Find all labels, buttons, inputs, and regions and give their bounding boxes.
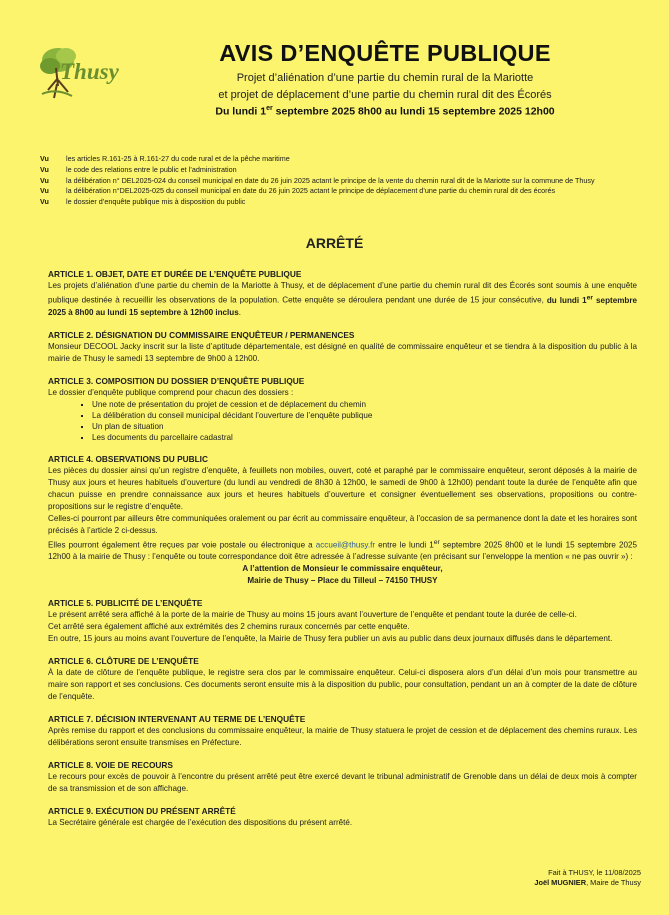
page-title: AVIS D’ENQUÊTE PUBLIQUE: [219, 40, 551, 66]
article-9: [48, 805, 637, 829]
list-item: ▪ Les documents du parcellaire cadastral: [92, 432, 637, 443]
article-text: Monsieur DECOOL Jacky inscrit sur la liste d’aptitude départementale, est désigné en qualité de commissaire enquêteur et se tiendra à la disposition du public à la mairie de Thusy le samedi 13 septembre de 9h00 à 12h00.: [48, 341, 637, 363]
vu-list: [40, 154, 650, 208]
article-text: Après remise du rapport et des conclusions du commissaire enquêteur, la mairie de Thusy statuera le projet de cession et de déplacement des chemins ruraux. Les délibérations seront ensuite transmises en Préfecture.: [48, 726, 637, 748]
article-text: Celles-ci pourront par ailleurs être communiquées oralement ou par écrit au commissaire enquêteur, à l’occasion de sa permanence dont la date et les horaires sont précisés à l’article 2 ci-dessus.: [48, 513, 637, 535]
article-text: Les pièces du dossier ainsi qu’un registre d’enquête, à feuillets non mobiles, ouvert, coté et paraphé par le commissaire enquêteur, seront déposés à la mairie de Thusy aux jours et heures habituels d’ouverture (du lundi au vendredi de 8h30 à 12h00, le samedi de 9h00 à 12h00) pendant toute la durée de l’enquête afin que chacun puisse en prendre connaissance aux jours et heures habituels d’ouverture et consigner éventuellement ses observations, propositions ou contre-propositions sur le registre d’enquête.: [48, 465, 637, 511]
signature-name-line: Joël MUGNIER, Maire de Thusy: [534, 878, 641, 887]
article-text: En outre, 15 jours au moins avant l’ouverture de l’enquête, la Mairie de Thusy fera publier un avis au public dans deux journaux diffusés dans le département.: [48, 634, 613, 644]
article-text: Elles pourront également être reçues par voie postale ou électronique a accueil@thusy.fr entre le lundi 1er septembre 2025 8h00 et le lundi 15 septembre 2025 12h00 à la mairie de Thusy : l’enquête ou toute correspondance doit être adressée à l’adresse suivante (en précisant sur l’enveloppe la mention « ne pas ouvrir ») :: [48, 538, 637, 562]
article-title: ARTICLE 7. DÉCISION INTERVENANT AU TERME DE L’ENQUÊTE: [48, 714, 306, 725]
article-text: À la date de clôture de l’enquête publique, le registre sera clos par le commissaire enquêteur. Celui-ci disposera alors d’un délai d’un mois pour transmettre au maire son rapport et ses conclusions. Ces documents seront ensuite mis à la disposition du public, pour consultation, pendant un an à compter de la date de clôture de l’enquête.: [48, 668, 637, 702]
article-text: Les projets d’aliénation d’une partie du chemin de la Mariotte à Thusy, et de déplacement d’une partie du chemin rural dit des Écorés sont soumis à une enquête publique destinée à recueillir les observations de la population. Cette enquête se déroulera pendant une durée de 15 jour consécutive, du lundi 1er septembre 2025 à 8h00 au lundi 15 septembre à 12h00 inclus.: [48, 281, 637, 317]
vu-item: Vu les articles R.161-25 à R.161-27 du code rural et de la pêche maritime: [40, 154, 290, 163]
dossier-list: [48, 399, 637, 443]
list-item: ▪ Un plan de situation: [92, 421, 637, 432]
vu-item: Vu la délibération n° DEL2025-024 du conseil municipal en date du 26 juin 2025 actant le principe de la vente du chemin rural dit de la Mariotte sur la commune de Thusy: [40, 175, 595, 185]
article-title: ARTICLE 8. VOIE DE RECOURS: [48, 760, 173, 771]
article-6: [48, 655, 637, 703]
article-title: ARTICLE 9. EXÉCUTION DU PRÉSENT ARRÊTÉ: [48, 806, 236, 817]
address-line-1: A l’attention de Monsieur le commissaire enquêteur,: [242, 564, 443, 574]
header: [150, 38, 620, 119]
article-2: [48, 329, 637, 365]
signature-date: Fait à THUSY, le 11/08/2025: [548, 868, 641, 877]
article-7: [48, 713, 637, 749]
article-1: [48, 268, 637, 319]
address-line-2: Mairie de Thusy – Place du Tilleul – 74150 THUSY: [247, 576, 438, 586]
signature-block: [534, 868, 641, 888]
list-item: ▪ La délibération du conseil municipal décidant l’ouverture de l’enquête publique: [92, 410, 637, 421]
list-item: ▪ Une note de présentation du projet de cession et de déplacement du chemin: [92, 399, 637, 410]
vu-item: Vu le code des relations entre le public et l’administration: [40, 164, 237, 174]
enquiry-dates: Du lundi 1er septembre 2025 8h00 au lundi 15 septembre 2025 12h00: [215, 105, 555, 118]
vu-item: Vu la délibération n°DEL2025-025 du conseil municipal en date du 26 juin 2025 actant le principe de déplacement d’une partie du chemin rural dit des écorés: [40, 186, 556, 196]
article-title: ARTICLE 4. OBSERVATIONS DU PUBLIC: [48, 453, 208, 464]
email-link[interactable]: accueil@thusy.fr: [315, 540, 376, 550]
article-text: Cet arrêté sera également affiché aux extrémités des 2 chemins ruraux concernés par cette enquête.: [48, 622, 410, 632]
article-text: Le recours pour excès de pouvoir à l’encontre du présent arrêté peut être exercé devant le tribunal administratif de Grenoble dans un délai de deux mois à compter de sa transmission et de son affichage.: [48, 772, 637, 794]
article-8: [48, 759, 637, 795]
articles: [48, 268, 637, 839]
article-text: Le présent arrêté sera affiché à la porte de la mairie de Thusy au moins 15 jours avant l’ouverture de l’enquête et pendant toute la durée de celle-ci.: [48, 610, 577, 620]
article-title: ARTICLE 5. PUBLICITÉ DE L’ENQUÊTE: [48, 598, 203, 609]
subtitle-line-2: et projet de déplacement d’une partie du chemin rural dit des Écorés: [218, 89, 552, 101]
article-4: [48, 453, 637, 588]
article-5: [48, 597, 637, 645]
arrete-heading: ARRÊTÉ: [305, 235, 364, 251]
article-title: ARTICLE 1. OBJET, DATE ET DURÉE DE L’ENQUÊTE PUBLIQUE: [48, 269, 302, 279]
subtitle-line-1: Projet d’aliénation d’une partie du chemin rural de la Mariotte: [236, 72, 534, 84]
article-title: ARTICLE 2. DÉSIGNATION DU COMMISSAIRE ENQUÊTEUR / PERMANENCES: [48, 329, 355, 340]
article-title: ARTICLE 6. CLÔTURE DE L’ENQUÊTE: [48, 656, 199, 667]
article-title: ARTICLE 3. COMPOSITION DU DOSSIER D’ENQUÊTE PUBLIQUE: [48, 375, 305, 386]
vu-item: Vu le dossier d’enquête publique mis à disposition du public: [40, 197, 246, 207]
logo-text: Thusy: [60, 59, 119, 84]
article-text: Le dossier d’enquête publique comprend pour chacun des dossiers :: [48, 387, 294, 397]
article-3: [48, 375, 637, 443]
article-text: La Secrétaire générale est chargée de l’exécution des dispositions du présent arrêté.: [48, 818, 353, 828]
